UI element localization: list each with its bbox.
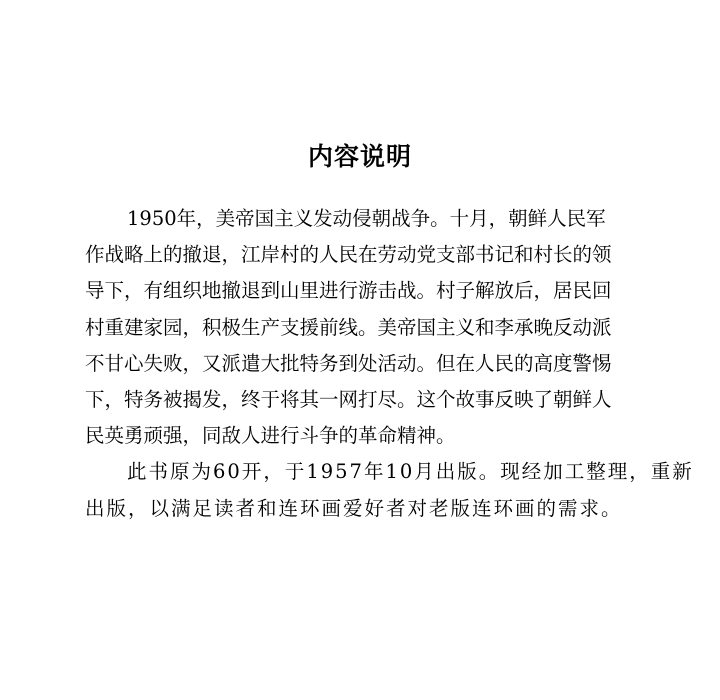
text-line: 不甘心失败，又派遣大批特务到处活动。但在人民的高度警惕 — [85, 351, 612, 375]
text-line: 村重建家园，积极生产支援前线。美帝国主义和李承晚反动派 — [85, 315, 612, 339]
text-line: 作战略上的撤退，江岸村的人民在劳动党支部书记和村长的领 — [85, 243, 612, 267]
text-line: 下，特务被揭发，终于将其一网打尽。这个故事反映了朝鲜人 — [85, 387, 612, 411]
text-line: 1950年，美帝国主义发动侵朝战争。十月，朝鲜人民军 — [127, 207, 606, 230]
paragraph-publication-note — [85, 454, 694, 526]
page-title: 内容说明 — [307, 142, 412, 171]
text-line: 导下，有组织地撤退到山里进行游击战。村子解放后，居民回 — [85, 279, 612, 303]
text-line: 此书原为60开，于1957年10月出版。现经加工整理，重新 — [127, 460, 694, 484]
text-line: 出版，以满足读者和连环画爱好者对老版连环画的需求。 — [85, 496, 623, 520]
description-body — [85, 201, 694, 527]
paragraph-story — [85, 201, 645, 454]
text-line: 民英勇顽强，同敌人进行斗争的革命精神。 — [85, 424, 456, 448]
